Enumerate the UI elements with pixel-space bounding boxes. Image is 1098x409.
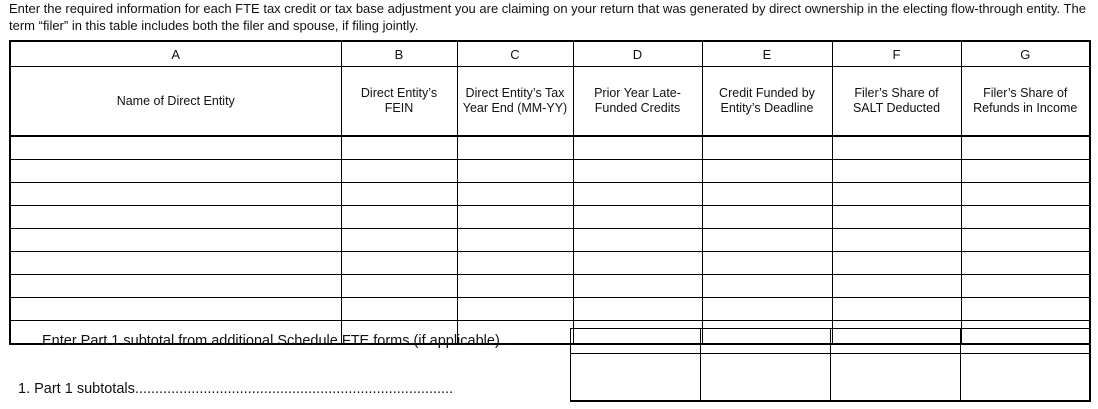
entry-cell[interactable] xyxy=(961,136,1090,160)
entry-cell[interactable] xyxy=(573,298,702,321)
entry-cell[interactable] xyxy=(702,183,832,206)
part1-subtotal-d-field[interactable] xyxy=(570,353,701,402)
entry-cell[interactable] xyxy=(573,183,702,206)
entry-cell[interactable] xyxy=(832,275,961,298)
entry-cell[interactable] xyxy=(10,275,341,298)
header-tax-year-end: Direct Entity’s Tax Year End (MM-YY) xyxy=(457,67,573,137)
entry-cell[interactable] xyxy=(341,160,457,183)
table-row xyxy=(10,183,1090,206)
entry-cell[interactable] xyxy=(457,206,573,229)
entry-cell[interactable] xyxy=(832,160,961,183)
entry-cell[interactable] xyxy=(457,275,573,298)
entry-cell[interactable] xyxy=(961,275,1090,298)
column-letter-g: G xyxy=(961,41,1090,67)
fte-credit-table xyxy=(9,40,1091,345)
part1-subtotal-f-field[interactable] xyxy=(830,353,961,402)
part1-subtotal-e-field[interactable] xyxy=(700,353,831,402)
entry-cell[interactable] xyxy=(702,136,832,160)
entry-cell[interactable] xyxy=(457,183,573,206)
column-letter-b: B xyxy=(341,41,457,67)
column-letter-e: E xyxy=(702,41,832,67)
instructions-text: Enter the required information for each FTE tax credit or tax base adjustment you are claiming on your return that was generated by direct ownership in the electing flow-through entity. The term “filer” in this table includes both the filer and spouse, if filing jointly. xyxy=(9,1,1086,33)
entry-cell[interactable] xyxy=(702,298,832,321)
entry-cell[interactable] xyxy=(457,252,573,275)
entry-cell[interactable] xyxy=(10,136,341,160)
header-direct-entity-fein: Direct Entity’s FEIN xyxy=(341,67,457,137)
entry-cell[interactable] xyxy=(832,252,961,275)
entry-cell[interactable] xyxy=(702,206,832,229)
entry-cell[interactable] xyxy=(457,229,573,252)
entry-cell[interactable] xyxy=(961,183,1090,206)
entry-cell[interactable] xyxy=(702,252,832,275)
entry-cell[interactable] xyxy=(573,160,702,183)
entry-cell[interactable] xyxy=(341,275,457,298)
column-letter-a: A xyxy=(10,41,341,67)
entry-cell[interactable] xyxy=(961,206,1090,229)
entry-cell[interactable] xyxy=(341,229,457,252)
entry-cell[interactable] xyxy=(341,298,457,321)
entry-cell[interactable] xyxy=(573,136,702,160)
entry-cell[interactable] xyxy=(341,206,457,229)
entry-cell[interactable] xyxy=(341,136,457,160)
header-name-of-direct-entity: Name of Direct Entity xyxy=(10,67,341,137)
entry-cell[interactable] xyxy=(10,160,341,183)
table-row xyxy=(10,298,1090,321)
part1-subtotals-label: 1. Part 1 subtotals............................................................................... xyxy=(18,381,454,397)
entry-cell[interactable] xyxy=(832,183,961,206)
header-prior-year-late-funded-credits: Prior Year Late-Funded Credits xyxy=(573,67,702,137)
additional-subtotal-d-field[interactable] xyxy=(570,328,701,354)
header-share-of-salt-deducted: Filer’s Share of SALT Deducted xyxy=(832,67,961,137)
entry-cell[interactable] xyxy=(832,136,961,160)
table-row xyxy=(10,136,1090,160)
entry-cell[interactable] xyxy=(457,160,573,183)
table-row xyxy=(10,275,1090,298)
entry-cell[interactable] xyxy=(702,229,832,252)
table-row xyxy=(10,229,1090,252)
entry-cell[interactable] xyxy=(961,298,1090,321)
entry-cell[interactable] xyxy=(832,298,961,321)
entry-cell[interactable] xyxy=(573,275,702,298)
entry-cell[interactable] xyxy=(573,206,702,229)
entry-cell[interactable] xyxy=(457,298,573,321)
header-credit-funded-by-deadline: Credit Funded by Entity’s Deadline xyxy=(702,67,832,137)
header-share-of-refunds-in-income: Filer’s Share of Refunds in Income xyxy=(961,67,1090,137)
entry-cell[interactable] xyxy=(10,206,341,229)
table-row xyxy=(10,206,1090,229)
additional-subtotal-e-field[interactable] xyxy=(700,328,831,354)
entry-cell[interactable] xyxy=(10,229,341,252)
entry-cell[interactable] xyxy=(702,160,832,183)
entry-cell[interactable] xyxy=(10,183,341,206)
entry-cell[interactable] xyxy=(10,298,341,321)
entry-cell[interactable] xyxy=(961,160,1090,183)
column-letter-d: D xyxy=(573,41,702,67)
additional-subtotal-g-field[interactable] xyxy=(960,328,1091,354)
entry-cell[interactable] xyxy=(10,252,341,275)
entry-cell[interactable] xyxy=(961,229,1090,252)
table-row xyxy=(10,252,1090,275)
entry-cell[interactable] xyxy=(457,136,573,160)
entry-cell[interactable] xyxy=(341,252,457,275)
entry-cell[interactable] xyxy=(832,206,961,229)
entry-cell[interactable] xyxy=(573,229,702,252)
entry-cell[interactable] xyxy=(832,229,961,252)
entry-cell[interactable] xyxy=(702,275,832,298)
column-letter-f: F xyxy=(832,41,961,67)
column-letter-c: C xyxy=(457,41,573,67)
entry-cell[interactable] xyxy=(341,183,457,206)
entry-cell[interactable] xyxy=(573,252,702,275)
table-row xyxy=(10,160,1090,183)
additional-subtotal-f-field[interactable] xyxy=(830,328,961,354)
entry-cell[interactable] xyxy=(961,252,1090,275)
part1-subtotal-g-field[interactable] xyxy=(960,353,1091,402)
additional-subtotal-label: Enter Part 1 subtotal from additional Schedule FTE forms (if applicable).... xyxy=(42,333,516,349)
